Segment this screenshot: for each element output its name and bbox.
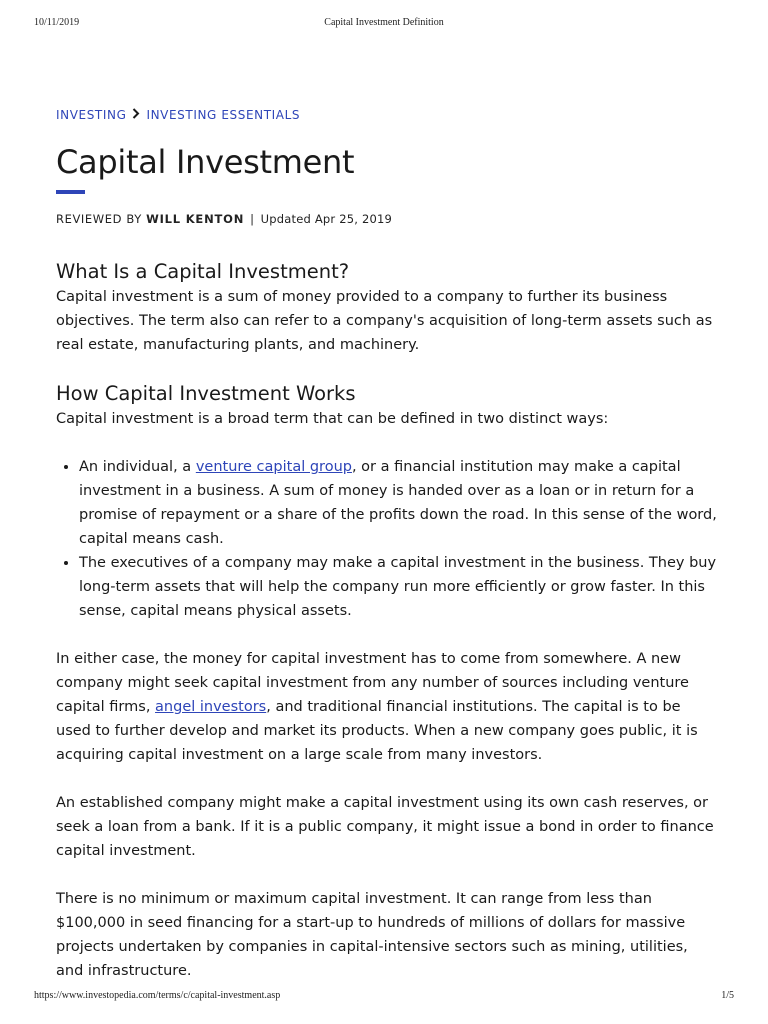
print-url: https://www.investopedia.com/terms/c/capital-investment.asp: [34, 990, 281, 1001]
paragraph: Capital investment is a broad term that can be defined in two distinct ways:: [56, 411, 609, 427]
byline-separator: |: [250, 212, 255, 226]
author-link[interactable]: WILL KENTON: [146, 212, 245, 226]
title-underline: [56, 190, 85, 194]
print-doc-title: Capital Investment Definition: [324, 17, 444, 28]
byline: [56, 210, 718, 228]
print-header: [34, 17, 734, 31]
print-footer: [34, 990, 734, 1004]
list-item: • The executives of a company may make a capital investment in the business. They buy long-term assets that will help the company run more efficiently or grow faster. In this sense, capital means physical assets.: [79, 551, 718, 623]
paragraph-text: In either case, the money for capital investment has to come from somewhere. A new company might seek capital investment from any number of sources including venture capital firms,: [56, 651, 689, 715]
print-date: 10/11/2019: [34, 17, 80, 28]
page-number: 1/5: [721, 990, 734, 1001]
paragraph: Capital investment is a sum of money provided to a company to further its business objectives. The term also can refer to a company's acquisition of long-term assets such as real estate, manufacturing plants, and machinery.: [56, 289, 713, 353]
chevron-right-icon: [132, 106, 140, 124]
paragraph-text: , and traditional financial institutions. The capital is to be used to further develop and market its products. When a new company goes public, it is acquiring capital investment on a large scale from many investors.: [56, 699, 698, 763]
bullet-list: [56, 455, 718, 623]
breadcrumb-link-investing-essentials[interactable]: INVESTING ESSENTIALS: [146, 108, 301, 122]
reviewed-by-label: REVIEWED BY: [56, 212, 142, 226]
bullet-text: , or a financial institution may make a capital investment in a business. A sum of money is handed over as a loan or in return for a promise of repayment or a share of the profits down the road. In this sense of the word, capital means cash.: [79, 459, 717, 547]
paragraph: There is no minimum or maximum capital investment. It can range from less than $100,000 in seed financing for a start-up to hundreds of millions of dollars for massive projects undertaken by companies in capital-intensive sectors such as mining, utilities, and infrastructure.: [56, 891, 688, 979]
angel-investors-link[interactable]: angel investors: [155, 699, 267, 715]
section-heading: What Is a Capital Investment?: [56, 260, 350, 283]
section-how-it-works: [56, 381, 718, 983]
paragraph: An established company might make a capital investment using its own cash reserves, or seek a loan from a bank. If it is a public company, it might issue a bond in order to finance capital investment.: [56, 795, 714, 859]
venture-capital-group-link[interactable]: venture capital group: [195, 459, 352, 475]
article: [56, 106, 718, 983]
breadcrumb-link-investing[interactable]: INVESTING: [56, 108, 127, 122]
bullet-text: An individual, a: [79, 459, 196, 475]
breadcrumb: [56, 106, 718, 124]
section-what-is: [56, 259, 718, 357]
list-item: [79, 455, 718, 551]
page-title: Capital Investment: [56, 143, 355, 181]
section-heading: How Capital Investment Works: [56, 382, 356, 405]
updated-date: Updated Apr 25, 2019: [260, 212, 393, 226]
paragraph: [56, 647, 718, 767]
